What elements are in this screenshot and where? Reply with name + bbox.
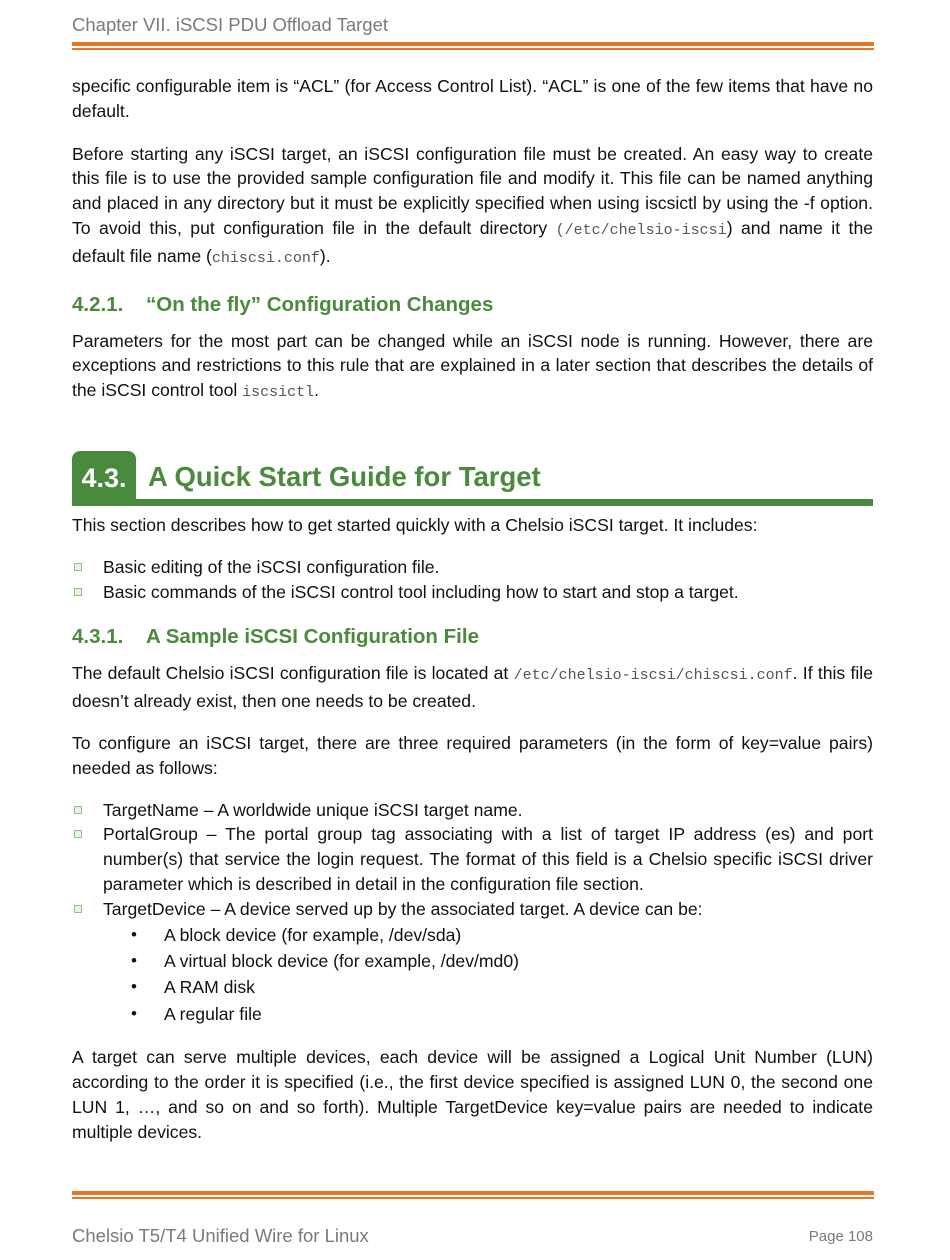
footer-rule [72,1191,874,1199]
square-bullet-icon [74,588,82,596]
required-params-list [72,798,873,922]
paragraph-acl: specific configurable item is “ACL” (for Access Control List). “ACL” is one of the few items that have no default. [72,76,873,121]
heading-underline [72,499,873,506]
paragraph-on-the-fly: Parameters for the most part can be changed while an iSCSI node is running. However, there are exceptions and restrictions to this rule that are explained in a later section that describes the details of the iSCSI control tool iscsictl. [72,330,873,402]
quick-start-list [72,555,873,605]
square-bullet-icon [74,830,82,838]
list-item: TargetDevice – A device served up by the associated target. A device can be: [72,897,873,922]
square-bullet-icon [74,563,82,571]
paragraph-lun-assignment: A target can serve multiple devices, each device will be assigned a Logical Unit Number (LUN) according to the order it is specified (i.e., the first device specified is assigned LUN 0, the second one LUN 1, …, and so on and so forth). Multiple TargetDevice key=value pairs are needed to indicate multiple devices. [72,1047,873,1142]
paragraph-default-config-location: The default Chelsio iSCSI configuration file is located at /etc/chelsio-iscsi/chiscsi.conf. If this file doesn’t already exist, then one needs to be created. [72,663,873,712]
paragraph-config-file: Before starting any iSCSI target, an iSCSI configuration file must be created. An easy way to create this file is to use the provided sample configuration file and modify it. This file can be named anything and placed in any directory but it must be explicitly specified when using iscsictl by using the -f option. To avoid this, put configuration file in the default directory (/etc/chelsio-iscsi) and name it the default file name (chiscsi.conf). [72,143,874,267]
code-config-path: /etc/chelsio-iscsi/chiscsi.conf [513,667,793,685]
square-bullet-icon [74,905,82,913]
running-header: Chapter VII. iSCSI PDU Offload Target [72,14,389,35]
list-item: • A regular file [72,1001,873,1027]
bullet-dot-icon: • [131,924,137,944]
list-item: • A virtual block device (for example, /dev/md0) [72,948,873,974]
section-4-2-1-heading [72,292,873,318]
list-item: Basic editing of the iSCSI configuration file. [72,555,873,580]
code-default-directory: (/etc/chelsio-iscsi [555,221,727,239]
section-4-3-heading [72,451,873,509]
section-title: A Quick Start Guide for Target [148,460,541,492]
bullet-dot-icon: • [131,950,137,970]
list-item: PortalGroup – The portal group tag associating with a list of target IP address (es) and port number(s) that service the login request. The format of this field is a Chelsio specific iSCSI driver parameter which is described in detail in the configuration file section. [72,822,873,896]
code-default-filename: chiscsi.conf [211,249,320,267]
device-types-list [72,922,873,1028]
code-iscsictl: iscsictl [242,384,315,402]
section-number: 4.3.1. [72,625,124,649]
list-item: • A block device (for example, /dev/sda) [72,922,873,948]
section-4-3-1-heading [72,624,873,650]
page-number: Page 108 [808,1228,873,1245]
paragraph-quick-start-intro: This section describes how to get started quickly with a Chelsio iSCSI target. It includes: [72,514,758,535]
header-rule [72,42,874,50]
page-body [72,74,873,1144]
section-title: “On the fly” Configuration Changes [146,292,494,316]
bullet-dot-icon: • [131,1003,137,1023]
section-number-badge: 4.3. [72,451,136,506]
list-item: • A RAM disk [72,974,873,1000]
section-number: 4.2.1. [72,292,124,316]
list-item: TargetName – A worldwide unique iSCSI target name. [72,798,873,823]
footer-document-title: Chelsio T5/T4 Unified Wire for Linux [72,1225,369,1246]
list-item: Basic commands of the iSCSI control tool including how to start and stop a target. [72,580,873,605]
section-title: A Sample iSCSI Configuration File [146,625,479,649]
paragraph-required-params: To configure an iSCSI target, there are three required parameters (in the form of key=value pairs) needed as follows: [72,732,873,778]
bullet-dot-icon: • [131,977,137,997]
square-bullet-icon [74,806,82,814]
